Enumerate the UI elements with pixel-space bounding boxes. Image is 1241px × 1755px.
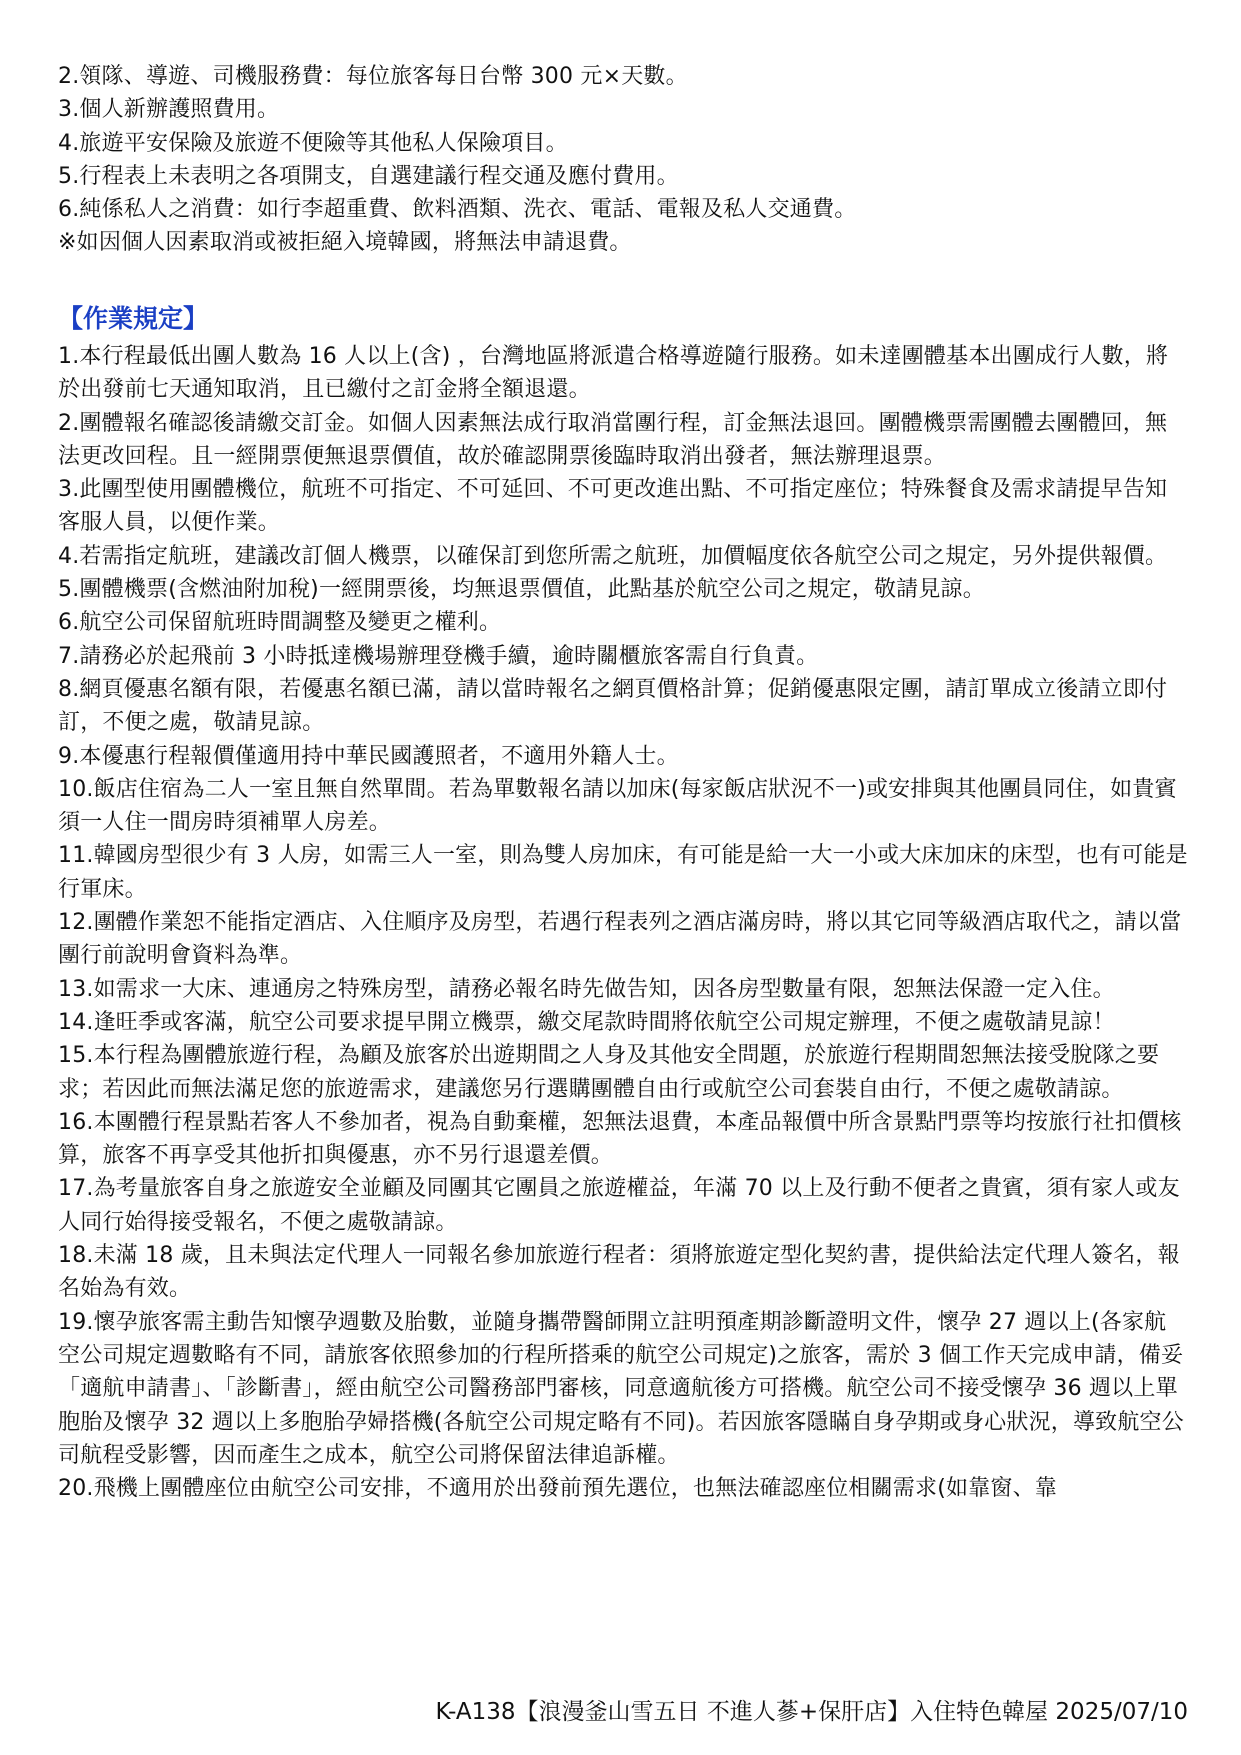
rule-item: 14.逢旺季或客滿，航空公司要求提早開立機票，繳交尾款時間將依航空公司規定辦理，不便之處敬請見諒！ <box>58 1009 1115 1035</box>
exclusion-item: 3.個人新辦護照費用。 <box>58 97 280 123</box>
rule-item: 16.本團體行程景點若客人不參加者，視為自動棄權，恕無法退費，本產品報價中所含景點門票等均按旅行社扣價核算，旅客不再享受其他折扣與優惠，亦不另行退還差價。 <box>58 1109 1182 1169</box>
rule-item: 19.懷孕旅客需主動告知懷孕週數及胎數，並隨身攜帶醫師開立註明預產期診斷證明文件，懷孕 27 週以上(各家航空公司規定週數略有不同，請旅客依照參加的行程所搭乘的航空公司規定)之旅客，需於 3 個工作天完成申請，備妥「適航申請書」、「診斷書」，經由航空公司醫務部門審核，同意適航後方可搭機。航空公司不接受懷孕 36 週以上單胞胎及懷孕 32 週以上多胞胎孕婦搭機(各航空公司規定略有不同)。若因旅客隱瞞自身孕期或身心狀況，導致航空公司航程受影響，因而產生之成本，航空公司將保留法律追訴權。 <box>58 1309 1184 1468</box>
rule-item: 8.網頁優惠名額有限，若優惠名額已滿，請以當時報名之網頁價格計算；促銷優惠限定團，請訂單成立後請立即付訂，不便之處，敬請見諒。 <box>58 676 1168 736</box>
rule-item: 20.飛機上團體座位由航空公司安排，不適用於出發前預先選位，也無法確認座位相關需求(如靠窗、靠 <box>58 1476 1057 1502</box>
rule-item: 18.未滿 18 歲，且未與法定代理人一同報名參加旅遊行程者：須將旅遊定型化契約書，提供給法定代理人簽名，報名始為有效。 <box>58 1243 1180 1302</box>
rule-item: 5.團體機票(含燃油附加稅)一經開票後，均無退票價值，此點基於航空公司之規定，敬請見諒。 <box>58 577 985 603</box>
exclusion-item: 6.純係私人之消費：如行李超重費、飲料酒類、洗衣、電話、電報及私人交通費。 <box>58 197 857 223</box>
rule-item: 3.此團型使用團體機位，航班不可指定、不可延回、不可更改進出點、不可指定座位；特殊餐食及需求請提早告知客服人員，以便作業。 <box>58 477 1168 536</box>
rule-item: 13.如需求一大床、連通房之特殊房型，請務必報名時先做告知，因各房型數量有限，恕無法保證一定入住。 <box>58 976 1115 1002</box>
rule-item: 15.本行程為團體旅遊行程，為顧及旅客於出遊期間之人身及其他安全問題，於旅遊行程期間恕無法接受脫隊之要求；若因此而無法滿足您的旅遊需求，建議您另行選購團體自由行或航空公司套裝自由行，不便之處敬請諒。 <box>58 1043 1160 1102</box>
exclusions-list <box>58 60 1188 260</box>
rule-item: 1.本行程最低出團人數為 16 人以上(含) ，台灣地區將派遣合格導遊隨行服務。如未達團體基本出團成行人數，將於出發前七天通知取消，且已繳付之訂金將全額退還。 <box>58 344 1169 403</box>
rule-item: 12.團體作業恕不能指定酒店、入住順序及房型，若遇行程表列之酒店滿房時，將以其它同等級酒店取代之，請以當團行前說明會資料為準。 <box>58 910 1182 969</box>
rule-item: 2.團體報名確認後請繳交訂金。如個人因素無法成行取消當團行程，訂金無法退回。團體機票需團體去團體回，無法更改回程。且一經開票便無退票價值，故於確認開票後臨時取消出發者，無法辦理退票。 <box>58 410 1168 469</box>
rule-item: 11.韓國房型很少有 3 人房，如需三人一室，則為雙人房加床，有可能是給一大一小或大床加床的床型，也有可能是行軍床。 <box>58 843 1188 902</box>
rule-item: 6.航空公司保留航班時間調整及變更之權利。 <box>58 610 502 636</box>
rule-item: 7.請務必於起飛前 3 小時抵達機場辦理登機手續，逾時關櫃旅客需自行負責。 <box>58 643 819 669</box>
page-footer: K-A138【浪漫釜山雪五日 不進人蔘+保肝店】入住特色韓屋 2025/07/10 <box>435 1699 1188 1725</box>
rule-item: 10.飯店住宿為二人一室且無自然單間。若為單數報名請以加床(每家飯店狀況不一)或安排與其他團員同住，如貴賓須一人住一間房時須補單人房差。 <box>58 776 1177 836</box>
exclusion-item: 4.旅遊平安保險及旅遊不便險等其他私人保險項目。 <box>58 130 568 156</box>
exclusion-item: 2.領隊、導遊、司機服務費：每位旅客每日台幣 300 元×天數。 <box>58 64 688 89</box>
exclusion-item: 5.行程表上未表明之各項開支，自選建議行程交通及應付費用。 <box>58 163 679 189</box>
rules-list <box>58 340 1188 1505</box>
exclusion-note: ※如因個人因素取消或被拒絕入境韓國，將無法申請退費。 <box>58 230 632 256</box>
rules-section-title: 【作業規定】 <box>58 304 209 333</box>
rule-item: 4.若需指定航班，建議改訂個人機票，以確保訂到您所需之航班，加價幅度依各航空公司之規定，另外提供報價。 <box>58 543 1168 569</box>
rule-item: 17.為考量旅客自身之旅遊安全並顧及同團其它團員之旅遊權益，年滿 70 以上及行動不便者之貴賓，須有家人或友人同行始得接受報名，不便之處敬請諒。 <box>58 1176 1180 1235</box>
rule-item: 9.本優惠行程報價僅適用持中華民國護照者，不適用外籍人士。 <box>58 743 679 769</box>
